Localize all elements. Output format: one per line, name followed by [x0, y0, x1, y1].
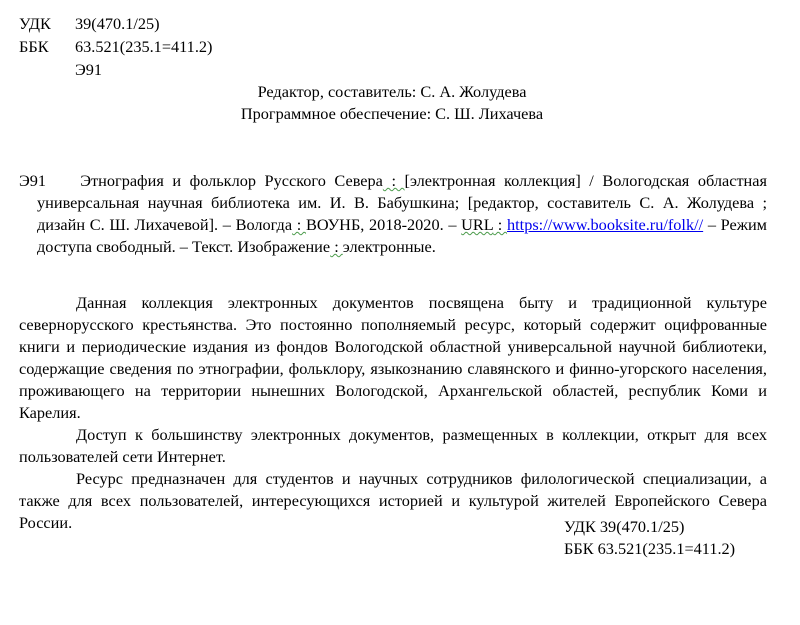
footer-bbk: ББК 63.521(235.1=411.2) — [564, 539, 736, 558]
footer-classification — [564, 516, 735, 560]
annotation — [19, 292, 767, 534]
collection-link[interactable]: https://www.booksite.ru/folk// — [507, 215, 704, 234]
editor-line: Редактор, составитель: С. А. Жолудева — [257, 82, 527, 101]
punct-colon: : — [292, 215, 306, 234]
software-line: Программное обеспечение: С. Ш. Лихачева — [240, 104, 544, 123]
udk-label: УДК — [19, 14, 51, 33]
record-access: – Режим доступа свободный. – Текст. Изображение — [37, 215, 767, 256]
annotation-paragraph: Доступ к большинству электронных документов, размещенных в коллекции, открыт для всех пользователей сети Интернет. — [19, 425, 767, 466]
bbk-label: ББК — [19, 37, 49, 56]
record-title: Этнография и фольклор Русского Севера — [80, 171, 383, 190]
record-body: [электронная коллекция] / Вологодская областная универсальная научная библиотека им. И. В. Бабушкина; [редактор, составитель С. А. Жолудева ; дизайн С. Ш. Лихачевой]. – Вологда — [37, 171, 767, 234]
bbk-value: 63.521(235.1=411.2) — [75, 37, 213, 56]
url-label: URL — [461, 215, 494, 234]
record-format: электронные. — [342, 237, 436, 256]
author-mark: Э91 — [75, 60, 103, 79]
footer-udk: УДК 39(470.1/25) — [564, 517, 685, 536]
punct-colon: : — [330, 237, 343, 256]
udk-value: 39(470.1/25) — [75, 14, 160, 33]
record-publisher: ВОУНБ, 2018-2020. – — [305, 215, 462, 234]
punct-colon: : — [493, 215, 508, 234]
bibliographic-record — [19, 170, 767, 258]
punct-colon: : — [382, 171, 405, 190]
annotation-paragraph: Ресурс предназначен для студентов и научных сотрудников филологической специализации, а также для всех пользователей, интересующихся историей и культурой жителей Европейского Севера России. — [19, 469, 767, 532]
record-mark: Э91 — [19, 171, 47, 190]
annotation-paragraph: Данная коллекция электронных документов посвящена быту и традиционной культуре севернорусского крестьянства. Это постоянно пополняемый ресурс, который содержит оцифрованные книги и периодические издания из фондов Вологодской областной универсальной научной библиотеки, содержащие сведения по этнографии, фольклору, языкознанию славянского и финно-угорского населения, проживающего на территории нынешних Вологодской, Архангельской областей, республик Коми и Карелия. — [19, 293, 767, 422]
